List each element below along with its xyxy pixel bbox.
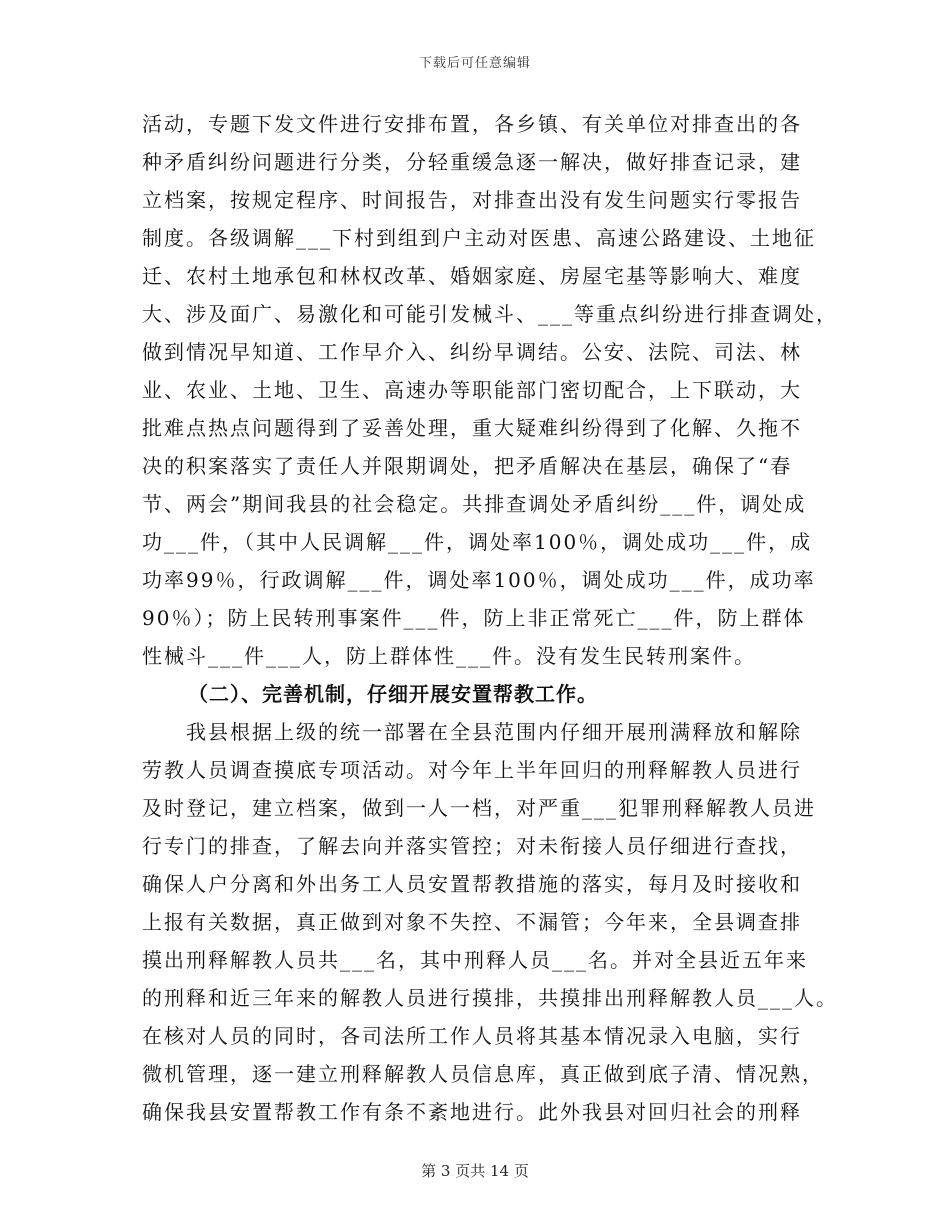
text-line: 活动，专题下发文件进行安排布置，各乡镇、有关单位对排查出的各: [142, 112, 802, 136]
text-line: 摸出刑释解教人员共___名，其中刑释人员___名。并对全县近五年来: [142, 948, 808, 972]
text-line: 90％）；防上民转刑事案件___件，防上非正常死亡___件，防上群体: [142, 606, 806, 630]
text-line: 迁、农村土地承包和林权改革、婚姻家庭、房屋宅基等影响大、难度: [142, 264, 802, 288]
text-line: 种矛盾纠纷问题进行分类，分轻重缓急逐一解决，做好排查记录，建: [142, 150, 802, 174]
text-line: 我县根据上级的统一部署在全县范围内仔细开展刑满释放和解除: [186, 720, 802, 744]
text-line: 节、两会”期间我县的社会稳定。共排查调处矛盾纠纷___件，调处成: [142, 492, 807, 516]
text-line: 批难点热点问题得到了妥善处理，重大疑难纠纷得到了化解、久拖不: [142, 416, 802, 440]
section-heading: （二）、完善机制，仔细开展安置帮教工作。: [188, 682, 598, 706]
text-line: 在核对人员的同时，各司法所工作人员将其基本情况录入电脑，实行: [142, 1024, 802, 1048]
text-line: 业、农业、土地、卫生、高速办等职能部门密切配合，上下联动，大: [142, 378, 802, 402]
text-line: 决的积案落实了责任人并限期调处，把矛盾解决在基层，确保了“春: [142, 454, 793, 478]
text-line: 确保人户分离和外出务工人员安置帮教措施的落实，每月及时接收和: [142, 872, 802, 896]
text-line: 功___件，（其中人民调解___件，调处率100％，调处成功___件，成: [142, 530, 813, 554]
text-line: 功率99％，行政调解___件，调处率100％，调处成功___件，成功率: [142, 568, 816, 592]
text-line: 上报有关数据，真正做到对象不失控、不漏管；今年来，全县调查排: [142, 910, 802, 934]
text-line: 大、涉及面广、易激化和可能引发械斗、___等重点纠纷进行排查调处，: [142, 302, 838, 326]
page-footer: 第 3 页共 14 页: [421, 1162, 529, 1180]
text-line: 制度。各级调解___下村到组到户主动对医患、高速公路建设、土地征: [142, 226, 816, 250]
text-line: 及时登记，建立档案，做到一人一档，对严重___犯罪刑释解教人员进: [142, 796, 816, 820]
text-line: 做到情况早知道、工作早介入、纠纷早调结。公安、法院、司法、林: [142, 340, 802, 364]
page-header: 下载后可任意编辑: [418, 56, 531, 71]
text-line: 行专门的排查，了解去向并落实管控；对未衔接人员仔细进行查找，: [142, 834, 802, 858]
text-line: 的刑释和近三年来的解教人员进行摸排，共摸排出刑释解教人员___人。: [142, 986, 838, 1010]
text-line: 立档案，按规定程序、时间报告，对排查出没有发生问题实行零报告: [142, 188, 802, 212]
text-line: 微机管理，逐一建立刑释解教人员信息库，真正做到底子清、情况熟，: [142, 1062, 824, 1086]
text-line: 性械斗___件___人，防上群体性___件。没有发生民转刑案件。: [142, 644, 756, 668]
text-line: 确保我县安置帮教工作有条不紊地进行。此外我县对回归社会的刑释: [142, 1100, 802, 1124]
text-line: 劳教人员调查摸底专项活动。对今年上半年回归的刑释解教人员进行: [142, 758, 802, 782]
